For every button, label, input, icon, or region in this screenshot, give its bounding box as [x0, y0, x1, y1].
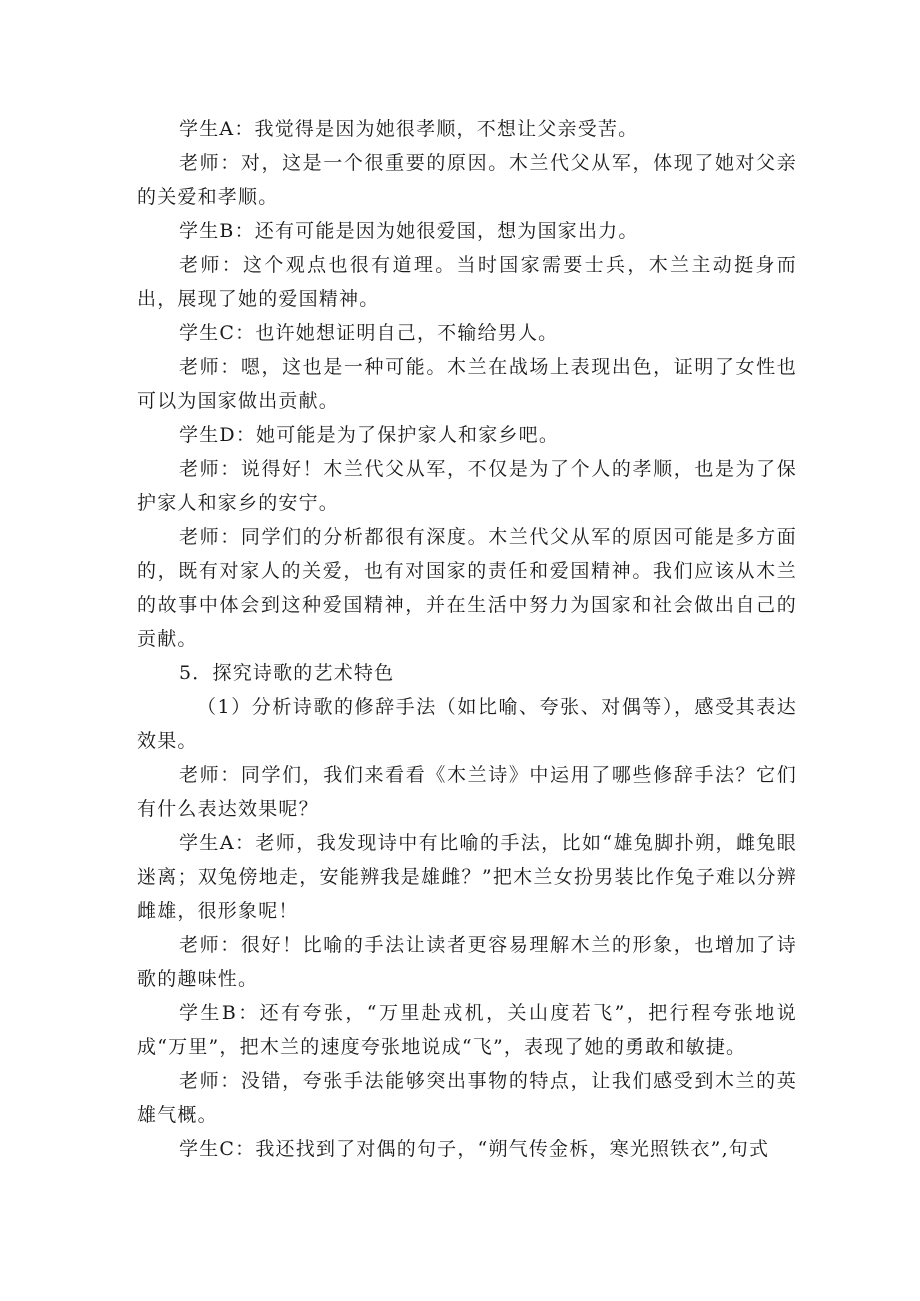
dialogue-student-a: 学生A：老师，我发现诗中有比喻的手法，比如“雄兔脚扑朔，雌兔眼迷离；双兔傍地走，安能辨我是雄雌？”把木兰女扮男装比作兔子难以分辨雌雄，很形象呢！	[137, 832, 797, 922]
dialogue-student-c: 学生C：我还找到了对偶的句子，“朔气传金柝，寒光照铁衣”,句式	[179, 1138, 770, 1160]
dialogue-teacher-summary: 老师：同学们的分析都很有深度。木兰代父从军的原因可能是多方面的，既有对家人的关爱，也有对国家的责任和爱国精神。我们应该从木兰的故事中体会到这种爱国精神，并在生活中努力为国家和社会做出自己的贡献。	[137, 526, 797, 650]
subsection-heading: （1）分析诗歌的修辞手法（如比喻、夸张、对偶等），感受其表达效果。	[137, 696, 797, 752]
dialogue-teacher: 老师：嗯，这也是一种可能。木兰在战场上表现出色，证明了女性也可以为国家做出贡献。	[137, 356, 797, 412]
document-body	[137, 112, 797, 1166]
dialogue-teacher: 老师：说得好！木兰代父从军，不仅是为了个人的孝顺，也是为了保护家人和家乡的安宁。	[137, 458, 797, 514]
dialogue-teacher: 老师：这个观点也很有道理。当时国家需要士兵，木兰主动挺身而出，展现了她的爱国精神。	[137, 254, 797, 310]
section-heading: 5．探究诗歌的艺术特色	[179, 662, 395, 684]
dialogue-teacher: 老师：很好！比喻的手法让读者更容易理解木兰的形象，也增加了诗歌的趣味性。	[137, 934, 797, 990]
dialogue-teacher: 老师：对，这是一个很重要的原因。木兰代父从军，体现了她对父亲的关爱和孝顺。	[137, 152, 797, 208]
dialogue-student-d: 学生D：她可能是为了保护家人和家乡吧。	[179, 424, 560, 446]
dialogue-student-b: 学生B：还有夸张，“万里赴戎机，关山度若飞”，把行程夸张地说成“万里”，把木兰的速度夸张地说成“飞”，表现了她的勇敢和敏捷。	[137, 1002, 797, 1058]
dialogue-student-c: 学生C：也许她想证明自己，不输给男人。	[179, 322, 559, 344]
dialogue-teacher: 老师：同学们，我们来看看《木兰诗》中运用了哪些修辞手法？它们有什么表达效果呢？	[137, 764, 797, 820]
dialogue-student-a: 学生A：我觉得是因为她很孝顺，不想让父亲受苦。	[179, 118, 639, 140]
dialogue-student-b: 学生B：还有可能是因为她很爱国，想为国家出力。	[179, 220, 639, 242]
dialogue-teacher: 老师：没错，夸张手法能够突出事物的特点，让我们感受到木兰的英雄气概。	[137, 1070, 797, 1126]
